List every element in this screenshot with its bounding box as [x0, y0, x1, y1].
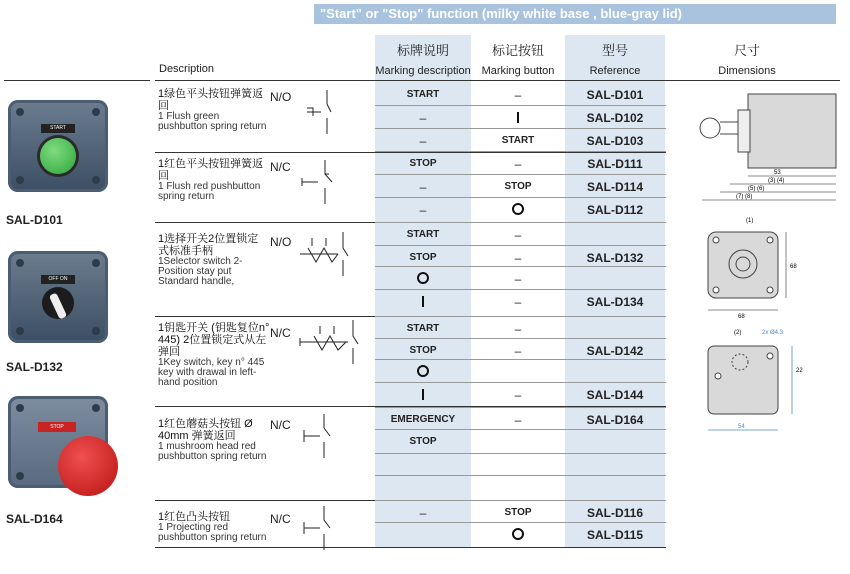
dimension-drawing-side: [690, 90, 840, 210]
reference-cell: SAL-D112: [586, 203, 644, 217]
nameplate: STOP: [38, 422, 76, 432]
o-symbol-icon: [417, 365, 429, 377]
reference-header: [565, 35, 665, 80]
row-divider: [375, 475, 666, 476]
dimension-drawing-mounting: [700, 326, 820, 438]
reference-cell: SAL-D144: [586, 388, 644, 402]
row-divider: [375, 359, 666, 360]
marking-header-cn: 标牌说明: [396, 43, 449, 58]
reference-cell: SAL-D132: [586, 251, 644, 265]
dim-label: 22: [796, 368, 803, 374]
product-image-sal-d101: [8, 100, 108, 192]
reference-header-en: Reference: [589, 65, 641, 77]
marking-button-cell: STOP: [504, 181, 532, 192]
dim-label: 68: [738, 314, 745, 320]
row-divider: [375, 453, 666, 454]
group-description: [158, 158, 268, 202]
marking-cell: STOP: [409, 252, 437, 263]
dimensions-header: [672, 35, 822, 80]
reference-cell: SAL-D101: [586, 88, 644, 102]
row-divider: [375, 316, 666, 317]
contact-type: N/O: [270, 235, 292, 249]
reference-cell: SAL-D116: [586, 506, 644, 520]
reference-cell: SAL-D111: [587, 157, 643, 171]
product-label: SAL-D164: [6, 512, 63, 526]
nameplate: START: [41, 124, 75, 133]
product-image-sal-d164: [8, 396, 108, 488]
marking-cell: STOP: [409, 436, 437, 447]
group-description: [158, 322, 270, 388]
row-divider: [375, 128, 666, 129]
group-description-cn: 1钥匙开关 (钥匙复位n° 445) 2位置锁定式从左弹回: [158, 322, 270, 358]
group-description: [158, 418, 268, 462]
row-divider: [375, 151, 666, 152]
row-divider: [375, 338, 666, 339]
reference-cell: SAL-D102: [586, 111, 644, 125]
green-pushbutton: [40, 138, 76, 174]
marking-cell: [375, 388, 471, 402]
marking-cell: START: [406, 323, 440, 334]
o-symbol-icon: [417, 272, 429, 284]
group-description-cn: 1红色凸头按钮: [158, 511, 231, 523]
marking-cell: [375, 365, 471, 379]
marking-button-cell: [471, 528, 565, 542]
marking-button-cell: –: [514, 157, 522, 171]
group-description-en: 1 Flush green pushbutton spring return: [158, 111, 267, 132]
reference-cell: SAL-D164: [586, 413, 644, 427]
marking-cell: –: [419, 180, 427, 194]
marking-cell: –: [419, 111, 427, 125]
marking-button-cell: [471, 203, 565, 217]
marking-button-cell: –: [514, 322, 522, 336]
marking-button-cell: –: [514, 228, 522, 242]
o-symbol-icon: [512, 528, 524, 540]
dimensions-header-en: Dimensions: [718, 65, 776, 77]
button-header: [471, 35, 565, 80]
marking-cell: STOP: [409, 345, 437, 356]
dimension-drawing-front: [700, 214, 810, 324]
reference-cell: SAL-D115: [586, 528, 644, 542]
product-image-sal-d132: [8, 251, 108, 343]
row-divider: [375, 382, 666, 383]
marking-cell: –: [419, 506, 427, 520]
dimensions-header-cn: 尺寸: [733, 43, 760, 58]
contact-type: N/C: [270, 512, 291, 526]
group-description: [158, 88, 268, 132]
i-symbol-icon: [422, 389, 425, 400]
marking-cell: [375, 295, 471, 309]
group-description-en: 1 Projecting red pushbutton spring return: [158, 522, 267, 543]
row-divider: [375, 245, 666, 246]
marking-cell: EMERGENCY: [390, 414, 456, 425]
contact-type: N/C: [270, 326, 291, 340]
product-label: SAL-D132: [6, 360, 63, 374]
button-header-cn: 标记按钮: [491, 43, 544, 58]
marking-cell: START: [406, 89, 440, 100]
group-description-cn: 1红色平头按钮弹簧返回: [158, 158, 264, 182]
dim-label: (7) (8): [736, 194, 753, 200]
contact-schematic-projecting-icon: [302, 506, 342, 551]
group-description-cn: 1选择开关2位置锁定式标准手柄: [158, 233, 259, 257]
description-header: Description: [159, 63, 215, 75]
group-rule: [155, 547, 666, 548]
group-description-cn: 1绿色平头按钮弹簧返回: [158, 88, 264, 112]
marking-button-cell: STOP: [504, 507, 532, 518]
marking-button-cell: [471, 111, 565, 125]
marking-button-cell: –: [514, 388, 522, 402]
contact-type: N/C: [270, 160, 291, 174]
contact-schematic-no-icon: [305, 90, 345, 135]
dim-label: 53: [774, 170, 781, 176]
contact-schematic-nc-icon: [300, 160, 345, 205]
group-description: [158, 233, 268, 287]
marking-header: [375, 35, 471, 80]
dim-label: 68: [790, 264, 797, 270]
marking-button-cell: –: [514, 272, 522, 286]
header-rule-left: [4, 80, 150, 81]
i-symbol-icon: [517, 112, 520, 123]
row-divider: [375, 266, 666, 267]
group-rule: [155, 152, 666, 153]
row-divider: [375, 429, 666, 430]
reference-cell: SAL-D134: [586, 295, 644, 309]
dim-label: 54: [738, 424, 745, 430]
dim-label: (5) (6): [748, 186, 765, 192]
marking-button-cell: –: [514, 251, 522, 265]
contact-schematic-mushroom-icon: [302, 414, 342, 459]
contact-schematic-selector-icon: [298, 232, 353, 277]
button-header-en: Marking button: [481, 65, 555, 77]
row-divider: [375, 289, 666, 290]
marking-button-cell: START: [501, 135, 535, 146]
reference-cell: SAL-D142: [586, 344, 644, 358]
marking-button-cell: –: [514, 413, 522, 427]
contact-type: N/C: [270, 418, 291, 432]
dim-label: (2): [734, 330, 742, 336]
marking-cell: [375, 272, 471, 286]
marking-header-en: Marking description: [375, 65, 471, 77]
marking-button-cell: –: [514, 344, 522, 358]
row-divider: [375, 222, 666, 223]
reference-header-cn: 型号: [601, 43, 628, 58]
row-divider: [375, 407, 666, 408]
header-rule: [155, 80, 840, 81]
marking-cell: STOP: [409, 158, 437, 169]
dim-label: 2x Ø4.3: [762, 330, 784, 336]
marking-button-cell: –: [514, 295, 522, 309]
mushroom-pushbutton: [58, 436, 118, 496]
group-description-en: 1 Flush red pushbutton spring return: [158, 181, 261, 202]
marking-cell: –: [419, 134, 427, 148]
dim-label: (1): [746, 218, 754, 224]
row-divider: [375, 197, 666, 198]
reference-cell: SAL-D114: [586, 180, 644, 194]
marking-cell: –: [419, 203, 427, 217]
o-symbol-icon: [512, 203, 524, 215]
row-divider: [375, 522, 666, 523]
group-description: [158, 511, 268, 543]
dim-label: (3) (4): [768, 178, 785, 184]
product-label: SAL-D101: [6, 213, 63, 227]
nameplate: OFF ON: [41, 275, 75, 284]
page-banner: "Start" or "Stop" function (milky white base , blue-gray lid): [314, 4, 836, 24]
reference-cell: SAL-D103: [586, 134, 644, 148]
group-description-en: 1 mushroom head red pushbutton spring return: [158, 441, 267, 462]
i-symbol-icon: [422, 296, 425, 307]
row-divider: [375, 500, 666, 501]
group-description-en: 1Selector switch 2-Position stay put Standard handle,: [158, 256, 243, 287]
row-divider: [375, 105, 666, 106]
group-description-cn: 1红色蘑菇头按钮 Ø 40mm 弹簧返回: [158, 418, 253, 442]
row-divider: [375, 174, 666, 175]
marking-button-cell: –: [514, 88, 522, 102]
group-description-en: 1Key switch, key n° 445 key with drawal in left-hand position: [158, 357, 265, 388]
contact-schematic-key-icon: [298, 320, 363, 365]
contact-type: N/O: [270, 90, 292, 104]
marking-cell: START: [406, 229, 440, 240]
